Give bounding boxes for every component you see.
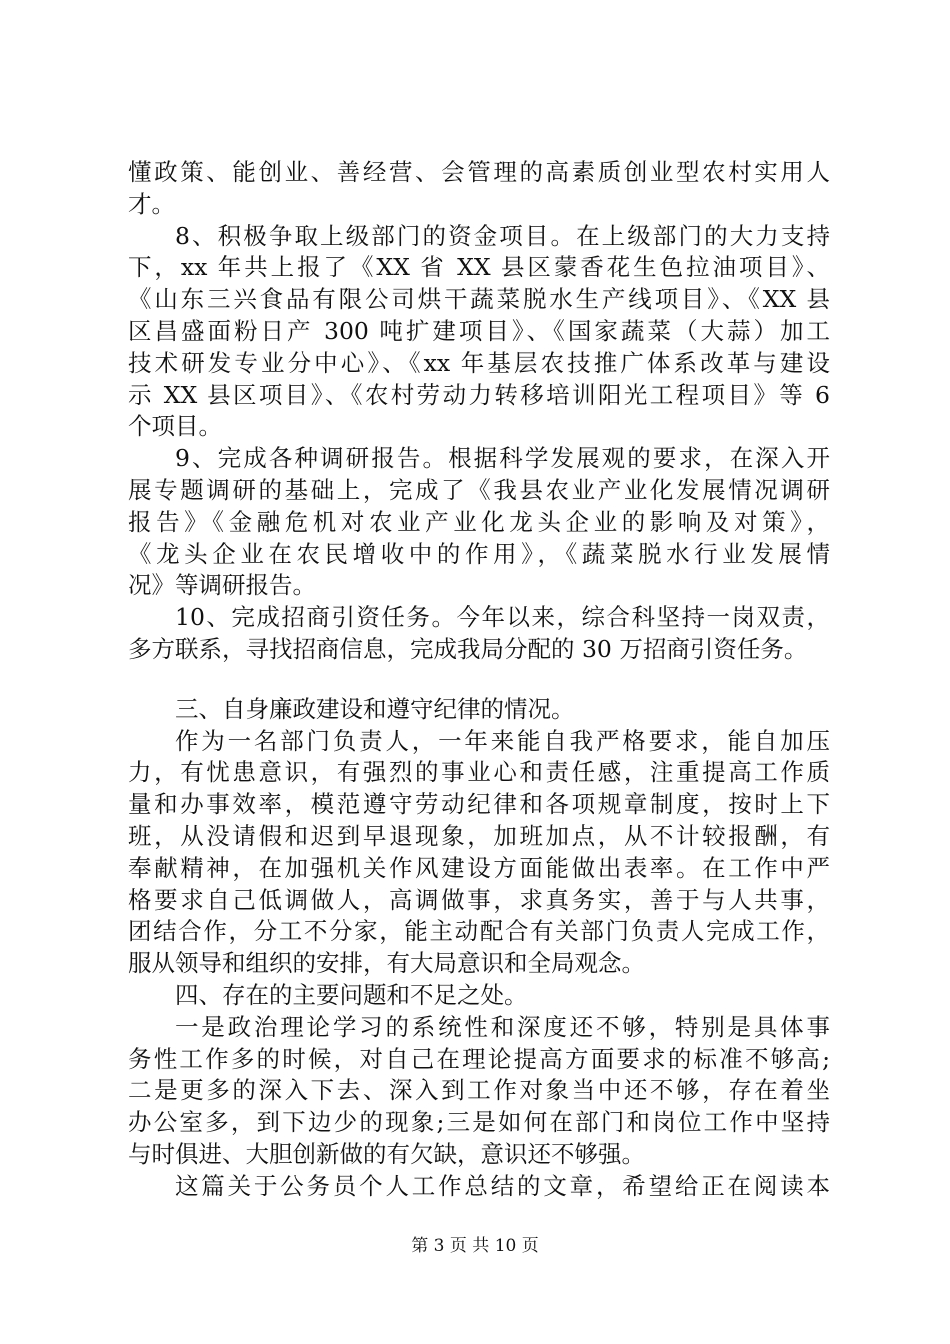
paragraph-section-4-body — [128, 1012, 830, 1171]
text-line: 力，有忧患意识，有强烈的事业心和责任感，注重提高工作质 — [128, 758, 830, 787]
text-line: 《山东三兴食品有限公司烘干蔬菜脱水生产线项目》、《XX 县 — [128, 285, 830, 314]
text-line: 懂政策、能创业、善经营、会管理的高素质创业型农村实用人 — [128, 158, 830, 186]
text-line: 与时俱进、大胆创新做的有欠缺，意识还不够强。 — [128, 1139, 645, 1168]
text-line: 办公室多，到下边少的现象;三是如何在部门和岗位工作中坚持 — [128, 1108, 830, 1137]
text-line: 二是更多的深入下去、深入到工作对象当中还不够，存在着坐 — [128, 1076, 830, 1105]
text-line: 三、自身廉政建设和遵守纪律的情况。 — [175, 694, 575, 723]
text-line: 《龙头企业在农民增收中的作用》，《蔬菜脱水行业发展情 — [128, 539, 830, 568]
text-line: 班，从没请假和迟到早退现象，加班加点，从不计较报酬，有 — [128, 821, 830, 850]
text-line: 格要求自己低调做人，高调做事，求真务实，善于与人共事， — [128, 885, 830, 914]
heading-section-3 — [128, 694, 830, 726]
text-line: 10、完成招商引资任务。今年以来，综合科坚持一岗双责， — [175, 603, 830, 632]
text-line: 下，xx 年共上报了《XX 省 XX 县区蒙香花生色拉油项目》、 — [128, 253, 830, 282]
text-line: 务性工作多的时候，对自己在理论提高方面要求的标准不够高; — [128, 1044, 830, 1073]
text-line: 9、完成各种调研报告。根据科学发展观的要求，在深入开 — [175, 444, 830, 473]
text-line: 多方联系，寻找招商信息，完成我局分配的 30 万招商引资任务。 — [128, 634, 808, 663]
text-line: 作为一名部门负责人，一年来能自我严格要求，能自加压 — [175, 726, 830, 755]
paragraph-item-10 — [128, 602, 830, 666]
text-line: 服从领导和组织的安排，有大局意识和全局观念。 — [128, 949, 645, 978]
text-line: 示 XX 县区项目》、《农村劳动力转移培训阳光工程项目》等 6 — [128, 380, 830, 409]
page-footer: 第 3 页 共 10 页 — [411, 1236, 539, 1256]
paragraph-item-9 — [128, 443, 830, 602]
text-line: 团结合作，分工不分家，能主动配合有关部门负责人完成工作， — [128, 917, 830, 946]
text-line: 这篇关于公务员个人工作总结的文章，希望给正在阅读本 — [175, 1171, 830, 1200]
paragraph-continuation — [128, 157, 830, 221]
text-line: 况》等调研报告。 — [128, 571, 316, 600]
text-line: 区昌盛面粉日产 300 吨扩建项目》、《国家蔬菜（大蒜）加工 — [128, 316, 830, 345]
text-line: 技术研发专业分中心》、《xx 年基层农技推广体系改革与建设 — [128, 348, 830, 377]
text-line: 四、存在的主要问题和不足之处。 — [175, 980, 528, 1009]
text-line: 才。 — [128, 189, 175, 218]
text-line: 展专题调研的基础上，完成了《我县农业产业化发展情况调研 — [128, 475, 830, 504]
paragraph-gap — [128, 666, 830, 694]
paragraph-item-8 — [128, 221, 830, 444]
text-line: 奉献精神，在加强机关作风建设方面能做出表率。在工作中严 — [128, 853, 830, 882]
text-line: 报告》《金融危机对农业产业化龙头企业的影响及对策》， — [128, 507, 830, 536]
text-line: 8、积极争取上级部门的资金项目。在上级部门的大力支持 — [175, 221, 830, 250]
text-line: 量和办事效率，模范遵守劳动纪律和各项规章制度，按时上下 — [128, 790, 830, 819]
text-line: 一是政治理论学习的系统性和深度还不够，特别是具体事 — [175, 1012, 830, 1041]
document-body — [128, 157, 830, 1203]
paragraph-closing — [128, 1171, 830, 1203]
text-line: 个项目。 — [128, 412, 222, 441]
heading-section-4 — [128, 980, 830, 1012]
paragraph-section-3-body — [128, 726, 830, 980]
